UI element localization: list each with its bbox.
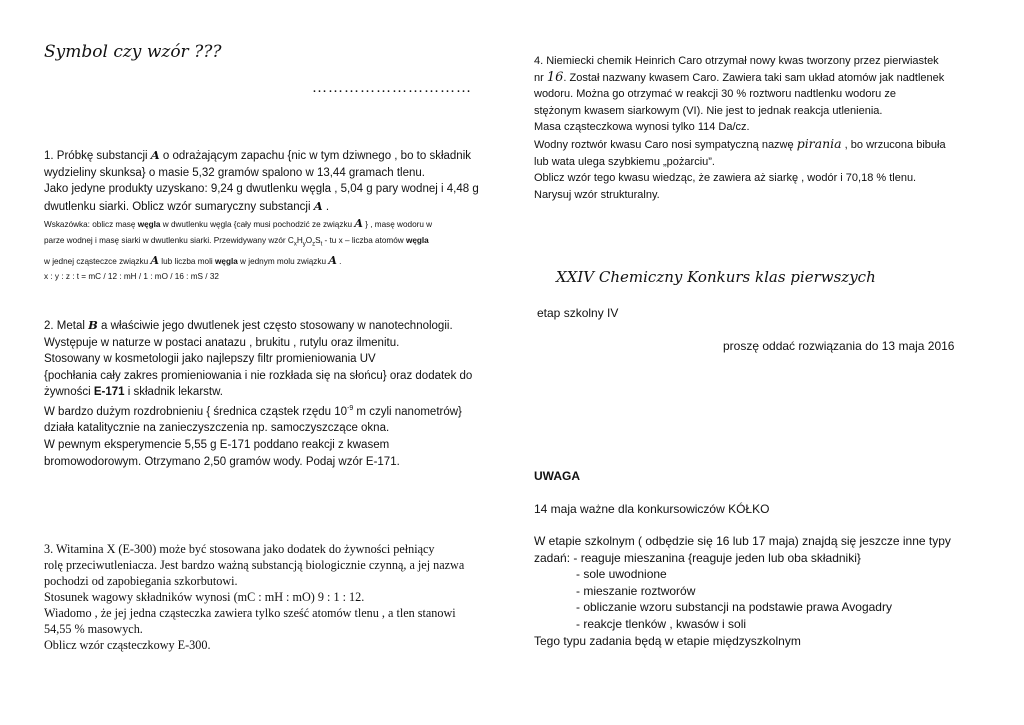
task-number: 2 xyxy=(44,320,51,332)
substance-letter: A xyxy=(150,148,160,162)
pirania-term: pirania xyxy=(796,135,842,151)
page-title: Symbol czy wzór ??? xyxy=(44,42,222,62)
task-number: 3 xyxy=(44,542,51,556)
task-1-hint: Wskazówka: oblicz masę węgla w dwutlenku węgla {cały musi pochodzić ze związku A } , masę wodoru w parze wodnej i masę siarki w dwutlenku siarki. Przewidywany wzór $C_xH_yO_zS_t$ - tu x – liczba atomów węgla w jednej cząsteczce związku A lub liczba moli węgla w jednym molu związku A . x : y : z : t = mC / 12 : mH / 1 : mO / 16 : mS / 32 xyxy=(44,217,433,282)
task-4: 4. Niemiecki chemik Heinrich Caro otrzymał nowy kwas tworzony przez pierwiastek nr 16. Został nazwany kwasem Caro. Zawiera taki sam układ atomów jak nadtlenek wodoru. Można go otrzymać w reakcji 30 % roztworu nadtlenku wodoru ze stężonym kwasem siarkowym (VI). Nie jest to jednak reakcja utlenienia. Masa cząsteczkowa wynosi tylko 114 Da/cz. Wodny roztwór kwasu Caro nosi sympatyczną nazwę pirania , bo wrzucona bibuła lub wata ulega szybkiemu „pożarciu”. Oblicz wzór tego kwasu wiedząc, że zawiera aż siarkę , wodór i 70,18 % tlenu. Narysuj wzór strukturalny. xyxy=(534,55,946,201)
deadline: proszę oddać rozwiązania do 13 maja 2016 xyxy=(723,339,955,353)
list-item: - mieszanie roztworów xyxy=(576,583,696,598)
element-number: 16 xyxy=(546,69,564,85)
list-item: - sole uwodnione xyxy=(576,567,667,582)
notice-line-1: 14 maja ważne dla konkursowiczów KÓŁKO xyxy=(534,502,770,516)
notice-body: W etapie szkolnym ( odbędzie się 16 lub 17 maja) znajdą się jeszcze inne typy zadań: - reaguje mieszanina {reaguje jeden lub oba składniki} - sole uwodnione - mieszanie roztworów - obliczanie wzoru substancji na podstawie prawa Avogadry - reakcje tlenków , kwasów i soli Tego typu zadania będą w etapie międzyszkolnym xyxy=(534,534,951,648)
task-1: 1. Próbkę substancji A o odrażającym zapachu {nic w tym dziwnego , bo to składnik wydzieliny skunksa} o masie 5,32 gramów spalono w 13,44 gramach tlenu. Jako jedyne produkty uzyskano: 9,24 g dwutlenku węgla , 5,04 g pary wodnej i 4,48 g dwutlenku siarki. Oblicz wzór sumaryczny substancji A . xyxy=(44,148,479,213)
task-number: 1 xyxy=(44,150,51,162)
metal-letter: B xyxy=(88,318,98,332)
contest-title: XXIV Chemiczny Konkurs klas pierwszych xyxy=(556,268,876,286)
notice-heading: UWAGA xyxy=(534,469,580,483)
contest-stage: etap szkolny IV xyxy=(537,306,619,320)
task-2: 2. Metal B a właściwie jego dwutlenek jest często stosowany w nanotechnologii. Występuje w naturze w postaci anatazu , brukitu , rutylu oraz ilmenitu. Stosowany w kosmetologii jako najlepszy filtr promieniowania UV {pochłania cały zakres promieniowania i nie rozkłada się na słońcu} oraz dodatek do żywności E-171 i składnik lekarstw. W bardzo dużym rozdrobnieniu { średnica cząstek rzędu $10^{-9}$ m czyli nanometrów} działa katalitycznie na zanieczyszczenia np. samoczyszczące okna. W pewnym eksperymencie 5,55 g E-171 poddano reakcji z kwasem bromowodorowym. Otrzymano 2,50 gramów wody. Podaj wzór E-171. xyxy=(44,318,473,468)
list-item: - reakcje tlenków , kwasów i soli xyxy=(576,616,747,631)
task-3: 3. Witamina X (E-300) może być stosowana jako dodatek do żywności pełniący rolę przeciwutleniacza. Jest bardzo ważną substancją biologicznie czynną, a jej nazwa pochodzi od zapobiegania szkorbutowi. Stosunek wagowy składników wynosi (mC : mH : mO) 9 : 1 : 12. Wiadomo , że jej jedna cząsteczka zawiera tylko sześć atomów tlenu , a tlen stanowi 54,55 % masowych. Oblicz wzór cząsteczkowy E-300. xyxy=(44,542,465,652)
list-item: - obliczanie wzoru substancji na podstawie prawa Avogadry xyxy=(576,600,892,615)
dotted-line: ………………………… xyxy=(312,80,472,96)
task-number: 4 xyxy=(534,55,541,67)
